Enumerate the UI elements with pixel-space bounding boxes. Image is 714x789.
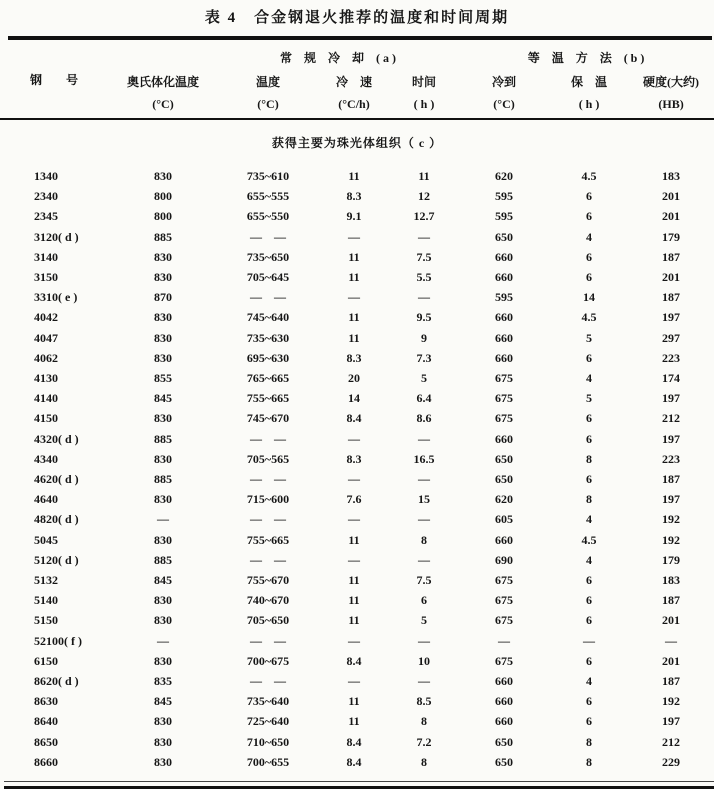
cell: 5140 xyxy=(34,593,58,608)
unit-hardness: (HB) xyxy=(628,90,714,119)
table-row xyxy=(0,206,714,226)
cell: 660 xyxy=(495,694,514,709)
cell: 8.4 xyxy=(346,754,362,769)
unit-austenitizing-temp: (°C) xyxy=(108,90,218,119)
cell: 595 xyxy=(495,209,514,224)
group-header-row xyxy=(0,40,714,68)
cell: 8620( d ) xyxy=(34,674,79,689)
cell: 212 xyxy=(662,734,681,749)
cell: 8 xyxy=(586,754,593,769)
cell: 870 xyxy=(154,290,172,305)
cell: 52100( f ) xyxy=(34,633,82,648)
cell: 5150 xyxy=(34,613,58,628)
cell: 2340 xyxy=(34,189,58,204)
cell: 8.6 xyxy=(416,411,432,426)
cell: 187 xyxy=(662,249,681,264)
unit-time: ( h ) xyxy=(390,90,458,119)
table-row xyxy=(0,186,714,206)
cell: 735~650 xyxy=(246,249,290,264)
cell: 7.5 xyxy=(416,249,432,264)
cell: 197 xyxy=(662,492,681,507)
cell: — xyxy=(348,674,360,689)
cell: 3150 xyxy=(34,270,58,285)
cell: 660 xyxy=(495,310,514,325)
cell: — xyxy=(498,633,511,648)
table-row xyxy=(0,328,714,348)
cell: 830 xyxy=(154,310,172,325)
cell: 735~610 xyxy=(246,169,290,183)
cell: 1340 xyxy=(34,169,58,183)
cell: 745~640 xyxy=(246,310,290,325)
column-header-steel-number: 钢 号 xyxy=(29,72,78,87)
cell: 4130 xyxy=(34,371,58,386)
cell: 8650 xyxy=(34,734,58,749)
table-row xyxy=(0,732,714,752)
cell: 6 xyxy=(586,573,593,588)
cell: 9.1 xyxy=(346,209,362,224)
cell: 7.3 xyxy=(416,350,432,365)
cell: 7.6 xyxy=(346,492,362,507)
cell: 8 xyxy=(586,734,593,749)
cell: 5045 xyxy=(34,532,58,547)
cell: 835 xyxy=(154,674,172,689)
cell: 8 xyxy=(586,451,593,466)
cell: — xyxy=(418,472,431,487)
cell: 675 xyxy=(495,653,514,668)
cell: 5 xyxy=(586,391,593,406)
table-row xyxy=(0,348,714,368)
cell: 885 xyxy=(154,431,172,446)
cell: 755~665 xyxy=(246,391,290,406)
cell: — xyxy=(348,472,360,487)
cell: — — xyxy=(249,512,286,527)
cell: 11 xyxy=(348,593,360,608)
table-row xyxy=(0,267,714,287)
cell: 14 xyxy=(348,391,360,406)
cell: 675 xyxy=(495,573,514,588)
cell: 297 xyxy=(662,330,681,345)
page-title: 表 4 合金钢退火推荐的温度和时间周期 xyxy=(204,10,510,26)
cell: — — xyxy=(249,633,286,648)
column-header-cooling-rate: 冷 速 xyxy=(335,75,372,89)
cell: 11 xyxy=(348,330,360,345)
cell: 201 xyxy=(662,270,681,285)
cell: 6 xyxy=(586,653,593,668)
cell: 12 xyxy=(418,189,431,204)
cell: 830 xyxy=(154,754,172,769)
group-header-spacer xyxy=(0,40,218,68)
cell: 201 xyxy=(662,653,681,668)
cell: 8630 xyxy=(34,694,58,709)
table-row xyxy=(0,429,714,449)
cell: 620 xyxy=(495,492,514,507)
table-row xyxy=(0,368,714,388)
cell: 660 xyxy=(495,270,514,285)
cell: 700~675 xyxy=(246,653,290,668)
table-row xyxy=(0,570,714,590)
cell: 885 xyxy=(154,552,172,567)
cell: 830 xyxy=(154,492,172,507)
table-row xyxy=(0,651,714,671)
cell: 8 xyxy=(421,532,428,547)
cell: 650 xyxy=(495,754,514,769)
cell: 11 xyxy=(348,532,360,547)
unit-cooling-rate: (°C/h) xyxy=(318,90,390,119)
cell: 11 xyxy=(348,694,360,709)
cell: 187 xyxy=(662,593,681,608)
cell: 11 xyxy=(348,613,360,628)
table-row xyxy=(0,227,714,247)
cell: 830 xyxy=(154,270,172,285)
unit-steel-number xyxy=(0,90,108,119)
cell: 201 xyxy=(662,613,681,628)
cell: 197 xyxy=(662,310,681,325)
cell: 192 xyxy=(662,532,681,547)
cell: 3140 xyxy=(34,249,58,264)
cell: 4 xyxy=(586,229,593,244)
cell: 8.4 xyxy=(346,653,362,668)
cell: 14 xyxy=(583,290,596,305)
cell: 12.7 xyxy=(413,209,435,224)
cell: 6 xyxy=(586,593,593,608)
cell: 16.5 xyxy=(413,451,435,466)
cell: 5.5 xyxy=(416,270,432,285)
cell: 223 xyxy=(662,451,681,466)
cell: 845 xyxy=(154,391,172,406)
cell: 830 xyxy=(154,169,172,183)
cell: 4062 xyxy=(34,350,58,365)
cell: 765~665 xyxy=(246,371,290,386)
table-row xyxy=(0,449,714,469)
cell: 675 xyxy=(495,613,514,628)
unit-temperature: (°C) xyxy=(218,90,318,119)
table-row xyxy=(0,469,714,489)
cell: 11 xyxy=(348,169,360,183)
table-row xyxy=(0,388,714,408)
cell: 830 xyxy=(154,653,172,668)
cell: 690 xyxy=(495,552,514,567)
cell: 6.4 xyxy=(416,391,432,406)
cell: 830 xyxy=(154,714,172,729)
cell: 830 xyxy=(154,350,172,365)
cell: 705~645 xyxy=(246,270,290,285)
section-header: 获得主要为珠光体组织（ c ） xyxy=(271,135,443,150)
cell: — xyxy=(418,512,431,527)
cell: 6 xyxy=(421,593,428,608)
cell: 675 xyxy=(495,371,514,386)
cell: 6150 xyxy=(34,653,58,668)
cell: 845 xyxy=(154,694,172,709)
cell: 11 xyxy=(348,270,360,285)
cell: 660 xyxy=(495,350,514,365)
cell: — — xyxy=(249,552,286,567)
cell: 6 xyxy=(586,714,593,729)
cell: 4047 xyxy=(34,330,58,345)
cell: 715~600 xyxy=(246,492,290,507)
cell: — xyxy=(418,633,431,648)
table-row xyxy=(0,287,714,307)
cell: 800 xyxy=(154,189,172,204)
cell: 650 xyxy=(495,229,514,244)
cell: 705~650 xyxy=(246,613,290,628)
cell: 5 xyxy=(421,613,428,628)
table-row xyxy=(0,509,714,529)
cell: 660 xyxy=(495,532,514,547)
cell: 223 xyxy=(662,350,681,365)
cell: 4820( d ) xyxy=(34,512,79,527)
cell: 4 xyxy=(586,371,593,386)
cell: 6 xyxy=(586,694,593,709)
cell: 8.5 xyxy=(416,694,432,709)
cell: 735~640 xyxy=(246,694,290,709)
cell: 3120( d ) xyxy=(34,229,79,244)
cell: 655~550 xyxy=(246,209,290,224)
cell: 7.5 xyxy=(416,573,432,588)
cell: — — xyxy=(249,674,286,689)
table-row xyxy=(0,610,714,630)
cell: 595 xyxy=(495,290,514,305)
cell: 4320( d ) xyxy=(34,431,79,446)
table-row xyxy=(0,247,714,267)
cell: — xyxy=(157,512,169,527)
group-header-isothermal-method: 等 温 方 法 ( b ) xyxy=(527,51,645,65)
cell: 187 xyxy=(662,472,681,487)
cell: — xyxy=(157,633,169,648)
cell: 6 xyxy=(586,472,593,487)
table-row xyxy=(0,590,714,610)
table-body xyxy=(0,119,714,772)
cell: 695~630 xyxy=(246,350,290,365)
cell: — xyxy=(418,552,431,567)
cell: 6 xyxy=(586,209,593,224)
cell: 4640 xyxy=(34,492,58,507)
table-row xyxy=(0,166,714,186)
cell: 183 xyxy=(662,573,681,588)
column-header-time: 时间 xyxy=(412,75,437,89)
cell: 735~630 xyxy=(246,330,290,345)
cell: 183 xyxy=(662,169,681,183)
cell: 595 xyxy=(495,189,514,204)
cell: 20 xyxy=(348,371,360,386)
cell: 8.4 xyxy=(346,734,362,749)
cell: 650 xyxy=(495,472,514,487)
table-row xyxy=(0,691,714,711)
cell: 660 xyxy=(495,674,514,689)
cell: 179 xyxy=(662,229,681,244)
cell: 187 xyxy=(662,290,681,305)
cell: 8 xyxy=(421,714,428,729)
cell: 2345 xyxy=(34,209,58,224)
cell: 710~650 xyxy=(246,734,290,749)
column-header-cool-to: 冷到 xyxy=(492,75,517,89)
cell: 8.4 xyxy=(346,411,362,426)
cell: — xyxy=(665,633,678,648)
cell: 620 xyxy=(495,169,514,183)
cell: 660 xyxy=(495,431,514,446)
column-header-hold: 保 温 xyxy=(571,75,608,89)
cell: 700~655 xyxy=(246,754,290,769)
cell: 11 xyxy=(348,249,360,264)
cell: 4 xyxy=(586,512,593,527)
column-header-temperature: 温度 xyxy=(255,75,280,89)
cell: — — xyxy=(249,431,286,446)
section-header-row xyxy=(0,119,714,166)
table-row xyxy=(0,671,714,691)
cell: 7.2 xyxy=(416,734,432,749)
cell: 755~670 xyxy=(246,573,290,588)
cell: 197 xyxy=(662,391,681,406)
cell: — xyxy=(418,674,431,689)
cell: 5 xyxy=(586,330,593,345)
cell: 11 xyxy=(348,714,360,729)
cell: 855 xyxy=(154,371,172,386)
cell: 8 xyxy=(421,754,428,769)
cell: 6 xyxy=(586,613,593,628)
cell: 201 xyxy=(662,209,681,224)
cell: 15 xyxy=(418,492,431,507)
cell: 745~670 xyxy=(246,411,290,426)
cell: 705~565 xyxy=(246,451,290,466)
cell: 6 xyxy=(586,189,593,204)
table-row xyxy=(0,550,714,570)
cell: 11 xyxy=(348,573,360,588)
cell: — xyxy=(418,431,431,446)
table-header xyxy=(0,40,714,119)
cell: 675 xyxy=(495,391,514,406)
table-row xyxy=(0,408,714,428)
cell: 4140 xyxy=(34,391,58,406)
cell: — — xyxy=(249,290,286,305)
cell: 201 xyxy=(662,189,681,204)
cell: 740~670 xyxy=(246,593,290,608)
cell: 650 xyxy=(495,451,514,466)
cell: 6 xyxy=(586,270,593,285)
cell: 11 xyxy=(418,169,430,183)
cell: 3310( e ) xyxy=(34,290,78,305)
cell: — — xyxy=(249,472,286,487)
cell: 675 xyxy=(495,411,514,426)
bottom-rule-thin xyxy=(4,781,714,782)
cell: 6 xyxy=(586,350,593,365)
cell: 675 xyxy=(495,593,514,608)
cell: — xyxy=(418,229,431,244)
cell: 830 xyxy=(154,249,172,264)
table-row xyxy=(0,631,714,651)
column-header-hardness: 硬度(大约) xyxy=(643,75,700,89)
cell: — xyxy=(418,290,431,305)
cell: 4620( d ) xyxy=(34,472,79,487)
cell: 725~640 xyxy=(246,714,290,729)
cell: 5 xyxy=(421,371,428,386)
table-row xyxy=(0,752,714,772)
cell: — xyxy=(348,290,360,305)
cell: — xyxy=(348,512,360,527)
cell: 4.5 xyxy=(581,310,597,325)
cell: 8 xyxy=(586,492,593,507)
group-header-conventional-cooling: 常 规 冷 却 ( a ) xyxy=(280,51,397,65)
table-row xyxy=(0,711,714,731)
cell: 9 xyxy=(421,330,428,345)
cell: 8.3 xyxy=(346,350,362,365)
cell: 6 xyxy=(586,411,593,426)
cell: — xyxy=(583,633,596,648)
cell: 830 xyxy=(154,532,172,547)
unit-header-row xyxy=(0,90,714,119)
cell: 4042 xyxy=(34,310,58,325)
cell: 830 xyxy=(154,411,172,426)
cell: 830 xyxy=(154,613,172,628)
cell: 6 xyxy=(586,431,593,446)
table-row xyxy=(0,530,714,550)
cell: 4340 xyxy=(34,451,58,466)
cell: 655~555 xyxy=(246,189,290,204)
cell: 660 xyxy=(495,249,514,264)
cell: — — xyxy=(249,229,286,244)
cell: 830 xyxy=(154,451,172,466)
unit-cool-to: (°C) xyxy=(458,90,550,119)
table-row xyxy=(0,307,714,327)
cell: 4 xyxy=(586,674,593,689)
cell: 830 xyxy=(154,734,172,749)
cell: — xyxy=(348,431,360,446)
cell: 660 xyxy=(495,330,514,345)
column-header-row xyxy=(0,68,714,90)
cell: 197 xyxy=(662,431,681,446)
cell: 5132 xyxy=(34,573,58,588)
cell: 4.5 xyxy=(581,169,597,183)
cell: 192 xyxy=(662,694,681,709)
cell: 605 xyxy=(495,512,514,527)
cell: 179 xyxy=(662,552,681,567)
cell: 4.5 xyxy=(581,532,597,547)
cell: 187 xyxy=(662,674,681,689)
unit-hold: ( h ) xyxy=(550,90,628,119)
cell: 174 xyxy=(662,371,681,386)
cell: 830 xyxy=(154,330,172,345)
cell: — xyxy=(348,633,360,648)
cell: 885 xyxy=(154,472,172,487)
cell: 212 xyxy=(662,411,681,426)
cell: 9.5 xyxy=(416,310,432,325)
cell: — xyxy=(348,552,360,567)
cell: 8660 xyxy=(34,754,58,769)
cell: 885 xyxy=(154,229,172,244)
cell: 192 xyxy=(662,512,681,527)
cell: 6 xyxy=(586,249,593,264)
cell: 4150 xyxy=(34,411,58,426)
column-header-austenitizing-temp: 奥氏体化温度 xyxy=(126,75,199,89)
cell: 660 xyxy=(495,714,514,729)
cell: 845 xyxy=(154,573,172,588)
cell: 10 xyxy=(418,653,431,668)
table-row xyxy=(0,489,714,509)
cell: 197 xyxy=(662,714,681,729)
cell: 11 xyxy=(348,310,360,325)
cell: 8.3 xyxy=(346,189,362,204)
cell: 755~665 xyxy=(246,532,290,547)
cell: 8640 xyxy=(34,714,58,729)
cell: 4 xyxy=(586,552,593,567)
cell: 800 xyxy=(154,209,172,224)
cell: 650 xyxy=(495,734,514,749)
cell: 8.3 xyxy=(346,451,362,466)
cell: — xyxy=(348,229,360,244)
cell: 830 xyxy=(154,593,172,608)
annealing-table xyxy=(0,40,714,772)
cell: 229 xyxy=(662,754,681,769)
cell: 5120( d ) xyxy=(34,552,79,567)
